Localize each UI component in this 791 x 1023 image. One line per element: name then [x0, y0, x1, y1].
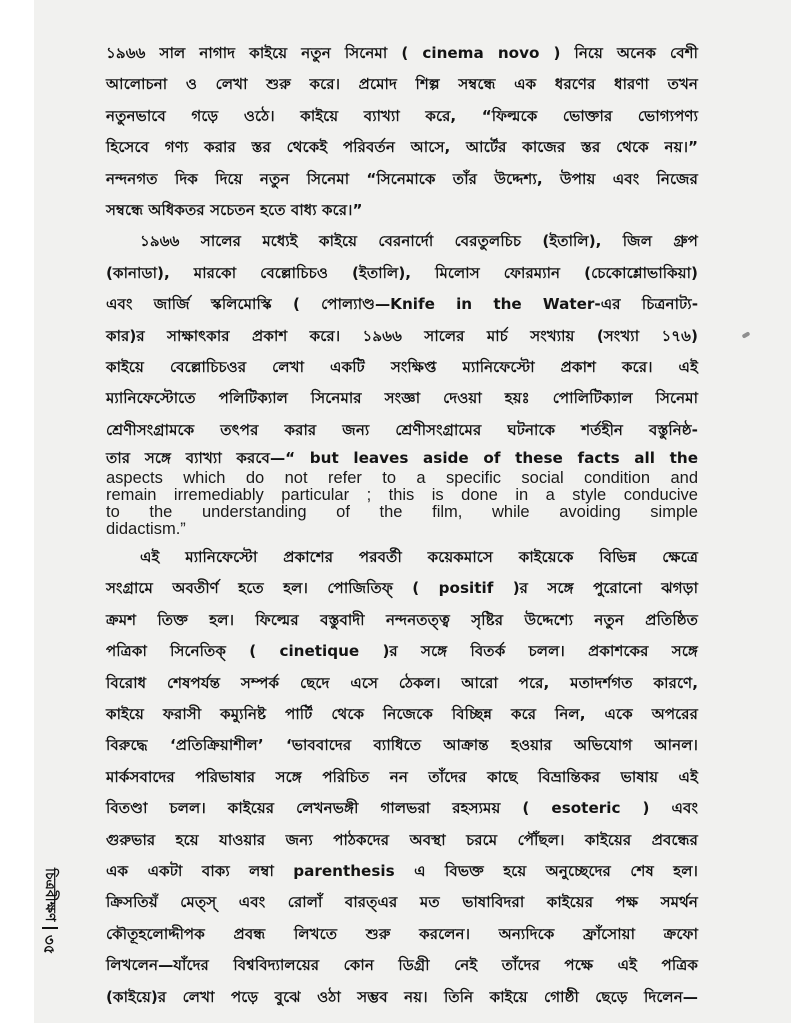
text-line: সম্বন্ধে অধিকতর সচেতন হতে বাধ্য করে।”: [106, 200, 363, 219]
text-line: বিরোধ শেষপর্যন্ত সম্পর্ক ছেদে এসে ঠেকল। আরো পরে, মতাদর্শগত কারণে,: [106, 673, 698, 692]
text-line: বিতণ্ডা চলল। কাইয়ের লেখনভঙ্গী গালভরা রহস্যময় ( esoteric ) এবং: [106, 799, 698, 818]
journal-name: চিত্রবীক্ষণ: [42, 868, 58, 922]
text-line: এবং জার্জি স্কলিমোস্কি ( পোল্যাণ্ড—Knife in the Water-এর চিত্রনাট্য-: [106, 295, 698, 314]
text-line: ক্রিসতিয়ঁ মেত্স্ এবং রোলাঁ বারত্এর মত ভাষাবিদরা কাইয়ের পক্ষ সমর্থন: [106, 893, 698, 912]
quote-line: aspects which do not refer to a specific social condition and: [106, 469, 698, 488]
text-line: তার সঙ্গে ব্যাখ্যা করবে—“ but leaves aside of these facts all the: [106, 449, 698, 468]
text-line: (কাইয়ে)র লেখা পড়ে বুঝে ওঠা সম্ভব নয়। তিনি কাইয়ে গোষ্ঠী ছেড়ে দিলেন—: [106, 987, 698, 1006]
text-line: কার)র সাক্ষাৎকার প্রকাশ করে। ১৯৬৬ সালের মার্চ সংখ্যায় (সংখ্যা ১৭৬): [106, 326, 698, 345]
text-line: হিসেবে গণ্য করার স্তর থেকেই পরিবর্তন আসে, আর্টের কাজের স্তর থেকে নয়।”: [106, 138, 698, 157]
text-line: মার্কসবাদের পরিভাষার সঙ্গে পরিচিত নন তাঁদের কাছে বিভ্রান্তিকর ভাষায় এই: [106, 767, 698, 786]
text-line: ক্রমশ তিক্ত হল। ফিল্মের বস্তুবাদী নন্দনতত্ত্ব সৃষ্টির উদ্দেশ্যে নতুন প্রতিষ্ঠিত: [106, 610, 698, 629]
text-line: ম্যানিফেস্টোতে পলিটিক্যাল সিনেমার সংজ্ঞা দেওয়া হয়ঃ পোলিটিক্যাল সিনেমা: [106, 389, 698, 408]
page-number: ৩৫: [40, 935, 59, 955]
text-line: কৌতূহলোদ্দীপক প্রবন্ধ লিখতে শুরু করলেন। অন্যদিকে ফ্রাঁসোয়া ক্রফো: [106, 924, 698, 943]
quote-line: remain irremediably particular ; this is done in a style conducive: [106, 486, 698, 505]
text-line: ১৯৬৬ সাল নাগাদ কাইয়ে নতুন সিনেমা ( cinema novo ) নিয়ে অনেক বেশী: [106, 44, 698, 62]
text-line: কাইয়ে বেল্লোচিচওর লেখা একটি সংক্ষিপ্ত ম্যানিফেস্টো প্রকাশ করে। এই: [106, 357, 698, 376]
text-line: এই ম্যানিফেস্টো প্রকাশের পরবর্তী কয়েকমাসে কাইয়েকে বিভিন্ন ক্ষেত্রে: [140, 548, 698, 567]
text-line: সংগ্রামে অবতীর্ণ হতে হল। পোজিতিফ্ ( positif )র সঙ্গে পুরোনো ঝগড়া: [106, 579, 698, 598]
text-line: লিখলেন—যাঁদের বিশ্ববিদ্যালয়ের কোন ডিগ্রী নেই তাঁদের পক্ষে এই পত্রিক: [106, 956, 698, 975]
header-divider: [42, 927, 58, 929]
text-line: কাইয়ে ফরাসী কম্যুনিষ্ট পার্টি থেকে নিজেকে বিচ্ছিন্ন করে নিল, একে অপরের: [106, 705, 698, 724]
paragraph-3: [106, 542, 698, 1013]
quote-line: to the understanding of the film, while avoiding simple: [106, 503, 698, 522]
running-header: [38, 868, 62, 988]
paragraph-1: [106, 38, 698, 226]
quote-line: didactism.”: [106, 520, 186, 539]
text-line: গুরুভার হয়ে যাওয়ার জন্য পাঠকদের অবস্থা চরমে পৌঁছল। কাইয়ের প্রবন্ধের: [106, 830, 698, 849]
text-line: এক একটা বাক্য লম্বা parenthesis এ বিভক্ত হয়ে অনুচ্ছেদের শেষ হল।: [106, 861, 698, 880]
text-line: নতুনভাবে গড়ে ওঠে। কাইয়ে ব্যাখ্যা করে, “ফিল্মকে ভোক্তার ভোগ্যপণ্য: [106, 106, 698, 125]
paragraph-2: [106, 226, 698, 538]
text-line: আলোচনা ও লেখা শুরু করে। প্রমোদ শিল্প সম্বন্ধে এক ধরণের ধারণা তখন: [106, 75, 698, 94]
text-line: নন্দনগত দিক দিয়ে নতুন সিনেমা “সিনেমাকে তাঁর উদ্দেশ্য, উপায় এবং নিজের: [106, 169, 698, 188]
text-line: ১৯৬৬ সালের মধ্যেই কাইয়ে বেরনার্দো বেরতুলচিচ (ইতালি), জিল গ্রুপ: [140, 232, 698, 251]
text-line: পত্রিকা সিনেতিক্ ( cinetique )র সঙ্গে বিতর্ক চলল। প্রকাশকের সঙ্গে: [106, 642, 698, 661]
text-line: (কানাডা), মারকো বেল্লোচিচও (ইতালি), মিলোস ফোরম্যান (চেকোশ্লোভাকিয়া): [106, 263, 698, 282]
text-line: শ্রেণীসংগ্রামকে তৎপর করার জন্য শ্রেণীসংগ্রামের ঘটনাকে শর্তহীন বস্তুনিষ্ঠ-: [106, 420, 698, 439]
text-line: বিরুদ্ধে ‘প্রতিক্রিয়াশীল’ ‘ভাববাদের ব্যাধিতে আক্রান্ত হওয়ার অভিযোগ আনল।: [106, 736, 698, 755]
page-body: [106, 38, 698, 1013]
